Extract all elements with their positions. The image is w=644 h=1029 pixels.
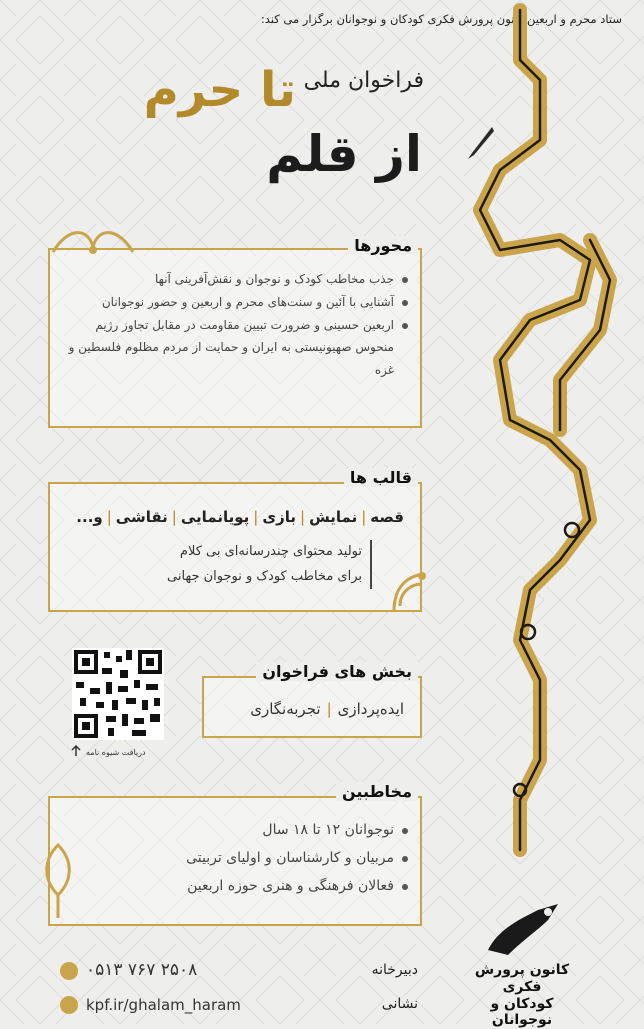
qr-caption: دریافت شیوه نامه bbox=[86, 748, 146, 757]
secretariat-label: دبیرخانه bbox=[371, 962, 418, 978]
part-item: تجربه‌نگاری bbox=[250, 700, 321, 718]
calligraphy-artwork bbox=[440, 0, 640, 860]
ornament-right-mid-icon bbox=[386, 566, 430, 616]
phone-number[interactable]: ۰۵۱۳ ۷۶۷ ۲۵۰۸ bbox=[86, 960, 198, 980]
website-link[interactable]: kpf.ir/ghalam_haram bbox=[86, 996, 241, 1014]
address-label: نشانی bbox=[381, 996, 418, 1012]
logo-line2: کودکان و نوجوانان bbox=[490, 995, 554, 1029]
title-az-ghalam: از قلم bbox=[266, 125, 422, 183]
theme-item: آشنایی با آئین و سنت‌های محرم و اربعین و حضور نوجوانان bbox=[58, 291, 408, 314]
qr-code[interactable] bbox=[72, 648, 164, 740]
audience-heading: مخاطبین bbox=[336, 782, 418, 801]
theme-item: جذب مخاطب کودک و نوجوان و نقش‌آفرینی آنها bbox=[58, 268, 408, 291]
title-ta-haram: تا حرم bbox=[143, 62, 296, 118]
formats-heading: قالب ها bbox=[344, 468, 418, 487]
arrow-up-icon bbox=[70, 744, 82, 758]
phone-icon bbox=[60, 962, 78, 980]
format-item: و... bbox=[76, 508, 103, 526]
audience-item: نوجوانان ۱۲ تا ۱۸ سال bbox=[108, 816, 408, 844]
parts-heading: بخش های فراخوان bbox=[256, 662, 418, 681]
audience-list bbox=[108, 816, 408, 900]
organizer-line: ستاد محرم و اربعین کانون پرورش فکری کودکان و نوجوانان برگزار می کند: bbox=[260, 12, 622, 26]
audience-item: فعالان فرهنگی و هنری حوزه اربعین bbox=[108, 872, 408, 900]
kanun-logo-text bbox=[462, 962, 582, 1029]
globe-icon bbox=[60, 996, 78, 1014]
format-item: قصه bbox=[370, 508, 404, 526]
multimedia-line2: برای مخاطب کودک و نوجوان جهانی bbox=[167, 568, 362, 584]
parts-row: ایده‌پردازی|تجربه‌نگاری bbox=[250, 700, 404, 718]
formats-row: قصه|نمایش|بازی|پویانمایی|نقاشی|و... bbox=[76, 508, 404, 526]
multimedia-note bbox=[167, 540, 372, 589]
format-item: نمایش bbox=[309, 508, 358, 526]
format-item: نقاشی bbox=[115, 508, 168, 526]
ornament-left-bottom-icon bbox=[38, 840, 78, 920]
theme-item: اربعین حسینی و ضرورت تبیین مقاومت در مقابل تجاوز رژیم منحوس صهیونیستی به ایران و حمایت از مردم مظلوم فلسطین و غزه bbox=[58, 314, 408, 382]
themes-list bbox=[58, 268, 408, 382]
ornament-left-top-icon bbox=[48, 222, 138, 262]
format-item: پویانمایی bbox=[180, 508, 250, 526]
themes-heading: محورها bbox=[348, 236, 418, 255]
national-call-label: فراخوان ملی bbox=[303, 68, 424, 93]
format-item: بازی bbox=[262, 508, 296, 526]
logo-line1: کانون پرورش فکری bbox=[474, 962, 570, 995]
multimedia-line1: تولید محتوای چندرسانه‌ای بی کلام bbox=[179, 544, 362, 559]
part-item: ایده‌پردازی bbox=[337, 700, 404, 718]
kanun-logo-icon bbox=[478, 900, 566, 960]
audience-item: مربیان و کارشناسان و اولیای تربیتی bbox=[108, 844, 408, 872]
